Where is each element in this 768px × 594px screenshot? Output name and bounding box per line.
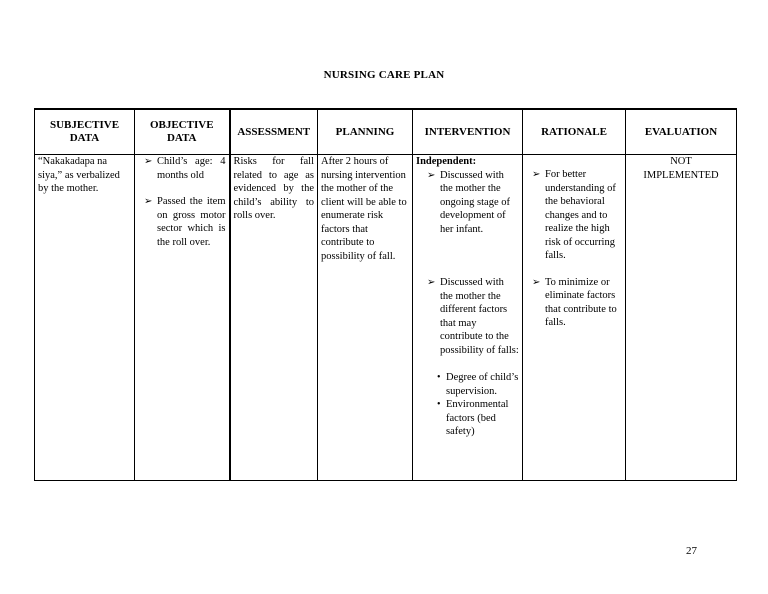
cell-intervention (413, 155, 523, 481)
cell-objective-data (135, 155, 230, 481)
header-objective-data: OBJECTIVE DATA (135, 109, 230, 155)
dot-bullet-icon: • (437, 372, 441, 383)
arrow-bullet-icon: ➢ (532, 169, 541, 180)
evaluation-text: NOT IMPLEMENTED (643, 156, 719, 181)
cell-planning (318, 155, 413, 481)
cell-rationale (523, 155, 626, 481)
cell-evaluation (626, 155, 737, 481)
cell-subjective-data (35, 155, 135, 481)
header-evaluation: EVALUATION (626, 109, 737, 155)
rationale-item: ➢ To minimize or eliminate factors that contribute to falls. (532, 276, 617, 328)
arrow-bullet-icon: ➢ (144, 156, 153, 167)
page-title: NURSING CARE PLAN (323, 69, 445, 81)
intervention-subitem: • Environmental factors (bed safety) (437, 399, 509, 437)
intervention-item: ➢ Discussed with the mother the ongoing stage of development of her infant. (427, 169, 510, 235)
planning-text: After 2 hours of nursing intervention the mother of the client will be able to enumerate risk factors that contribute to possibility of fall. (321, 156, 407, 262)
arrow-bullet-icon: ➢ (532, 276, 541, 288)
arrow-bullet-icon: ➢ (427, 169, 436, 181)
header-intervention: INTERVENTION (413, 109, 523, 155)
arrow-bullet-icon: ➢ (427, 277, 436, 288)
objective-item: ➢ Child’s age: 4 months old (144, 156, 226, 181)
header-row (35, 109, 737, 155)
page-number: 27 (686, 545, 697, 557)
arrow-bullet-icon: ➢ (144, 196, 153, 207)
assessment-text: Risks for fall related to age as evidenced by the child’s ability to rolls over. (233, 156, 314, 221)
header-rationale: RATIONALE (523, 109, 626, 155)
objective-item: ➢ Passed the item on gross motor sector which is the roll over. (144, 196, 226, 248)
dot-bullet-icon: • (437, 399, 441, 410)
header-assessment: ASSESSMENT (230, 109, 318, 155)
cell-assessment (230, 155, 318, 481)
table-row (35, 155, 737, 481)
rationale-item: ➢ For better understanding of the behavioral changes and to realize the high risk of occurring falls. (532, 169, 616, 261)
header-planning: PLANNING (318, 109, 413, 155)
intervention-subitem: • Degree of child’s supervision. (437, 372, 519, 397)
nursing-care-plan-table (34, 108, 737, 481)
header-subjective-data: SUBJECTIVE DATA (35, 109, 135, 155)
intervention-item: ➢ Discussed with the mother the different factors that may contribute to the possibility of falls: (427, 277, 519, 356)
intervention-heading: Independent: (416, 156, 477, 167)
subjective-text: “Nakakadapa na siya,” as verbalized by the mother. (38, 156, 120, 194)
